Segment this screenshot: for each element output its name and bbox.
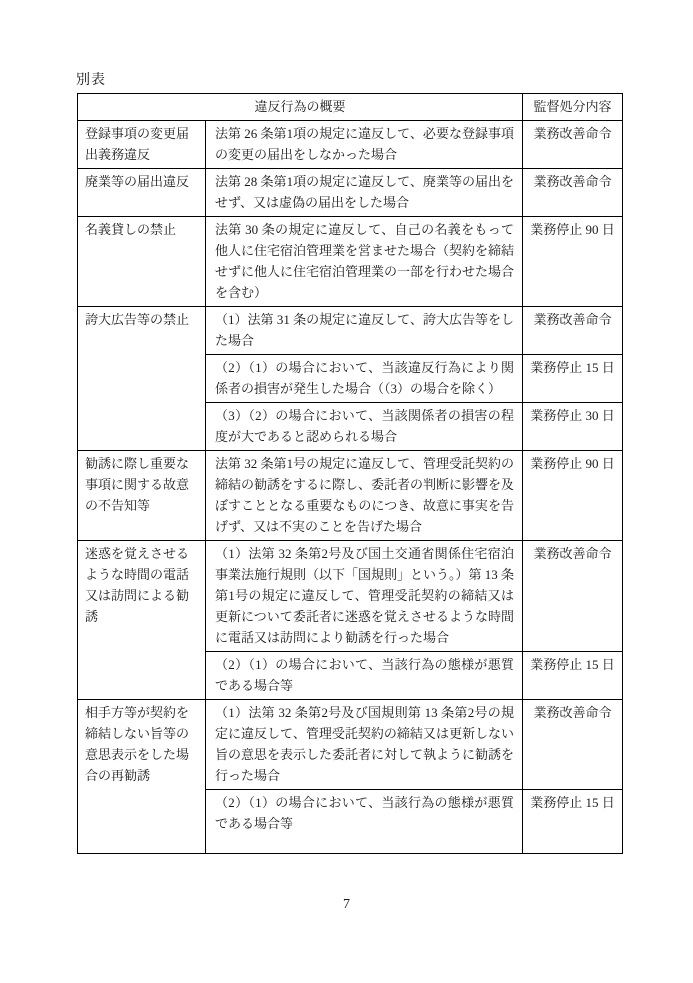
disposition-cell: 業務改善命令 bbox=[523, 307, 623, 355]
disposition-cell: 業務停止 15 日 bbox=[523, 355, 623, 403]
table-row bbox=[78, 451, 623, 541]
description-cell: （3）（2）の場合において、当該関係者の損害の程度が大であると認められる場合 bbox=[206, 403, 523, 451]
disposition-cell: 業務改善命令 bbox=[523, 700, 623, 790]
category-cell: 勧誘に際し重要な事項に関する故意の不告知等 bbox=[78, 451, 206, 541]
disposition-cell: 業務停止 30 日 bbox=[523, 403, 623, 451]
header-cell-overview: 違反行為の概要 bbox=[78, 94, 523, 121]
category-cell: 登録事項の変更届出義務違反 bbox=[78, 121, 206, 169]
category-cell: 名義貸しの禁止 bbox=[78, 217, 206, 307]
disposition-cell: 業務改善命令 bbox=[523, 121, 623, 169]
category-cell: 迷惑を覚えさせるような時間の電話又は訪問による勧誘 bbox=[78, 541, 206, 700]
disposition-cell: 業務停止 15 日 bbox=[523, 790, 623, 854]
description-cell: （2）（1）の場合において、当該行為の態様が悪質である場合等 bbox=[206, 652, 523, 700]
category-cell: 相手方等が契約を締結しない旨等の意思表示をした場合の再勧誘 bbox=[78, 700, 206, 854]
table-row bbox=[78, 700, 623, 790]
category-cell: 廃業等の届出違反 bbox=[78, 169, 206, 217]
description-cell: （2）（1）の場合において、当該違反行為により関係者の損害が発生した場合（（3）の場合を除く） bbox=[206, 355, 523, 403]
description-cell: 法第 26 条第1項の規定に違反して、必要な登録事項の変更の届出をしなかった場合 bbox=[206, 121, 523, 169]
description-cell: （1）法第 32 条第2号及び国規則第 13 条第2号の規定に違反して、管理受託契約の締結又は更新しない旨の意思を表示した委託者に対して執ように勧誘を行った場合 bbox=[206, 700, 523, 790]
description-cell: 法第 28 条第1項の規定に違反して、廃業等の届出をせず、又は虚偽の届出をした場合 bbox=[206, 169, 523, 217]
table-row bbox=[78, 217, 623, 307]
table-label: 別表 bbox=[76, 73, 106, 88]
disposition-cell: 業務停止 90 日 bbox=[523, 451, 623, 541]
table-row bbox=[78, 121, 623, 169]
disposition-cell: 業務改善命令 bbox=[523, 541, 623, 652]
category-cell: 誇大広告等の禁止 bbox=[78, 307, 206, 451]
description-cell: （2）（1）の場合において、当該行為の態様が悪質である場合等 bbox=[206, 790, 523, 854]
violation-disposition-table bbox=[77, 93, 623, 854]
disposition-cell: 業務停止 90 日 bbox=[523, 217, 623, 307]
description-cell: （1）法第 31 条の規定に違反して、誇大広告等をした場合 bbox=[206, 307, 523, 355]
page-number: 7 bbox=[343, 897, 350, 912]
header-cell-disposition: 監督処分内容 bbox=[523, 94, 623, 121]
description-cell: 法第 30 条の規定に違反して、自己の名義をもって他人に住宅宿泊管理業を営ませた場合（契約を締結せずに他人に住宅宿泊管理業の一部を行わせた場合を含む） bbox=[206, 217, 523, 307]
table-header-row bbox=[78, 94, 623, 121]
disposition-cell: 業務改善命令 bbox=[523, 169, 623, 217]
disposition-cell: 業務停止 15 日 bbox=[523, 652, 623, 700]
table-row bbox=[78, 307, 623, 355]
table-row bbox=[78, 541, 623, 652]
table-row bbox=[78, 169, 623, 217]
description-cell: （1）法第 32 条第2号及び国土交通省関係住宅宿泊事業法施行規則（以下「国規則」という。）第 13 条第1号の規定に違反して、管理受託契約の締結又は更新について委託者に迷惑を覚えさせるような時間に電話又は訪問により勧誘を行った場合 bbox=[206, 541, 523, 652]
description-cell: 法第 32 条第1号の規定に違反して、管理受託契約の締結の勧誘をするに際し、委託者の判断に影響を及ぼすこととなる重要なものにつき、故意に事実を告げず、又は不実のことを告げた場合 bbox=[206, 451, 523, 541]
